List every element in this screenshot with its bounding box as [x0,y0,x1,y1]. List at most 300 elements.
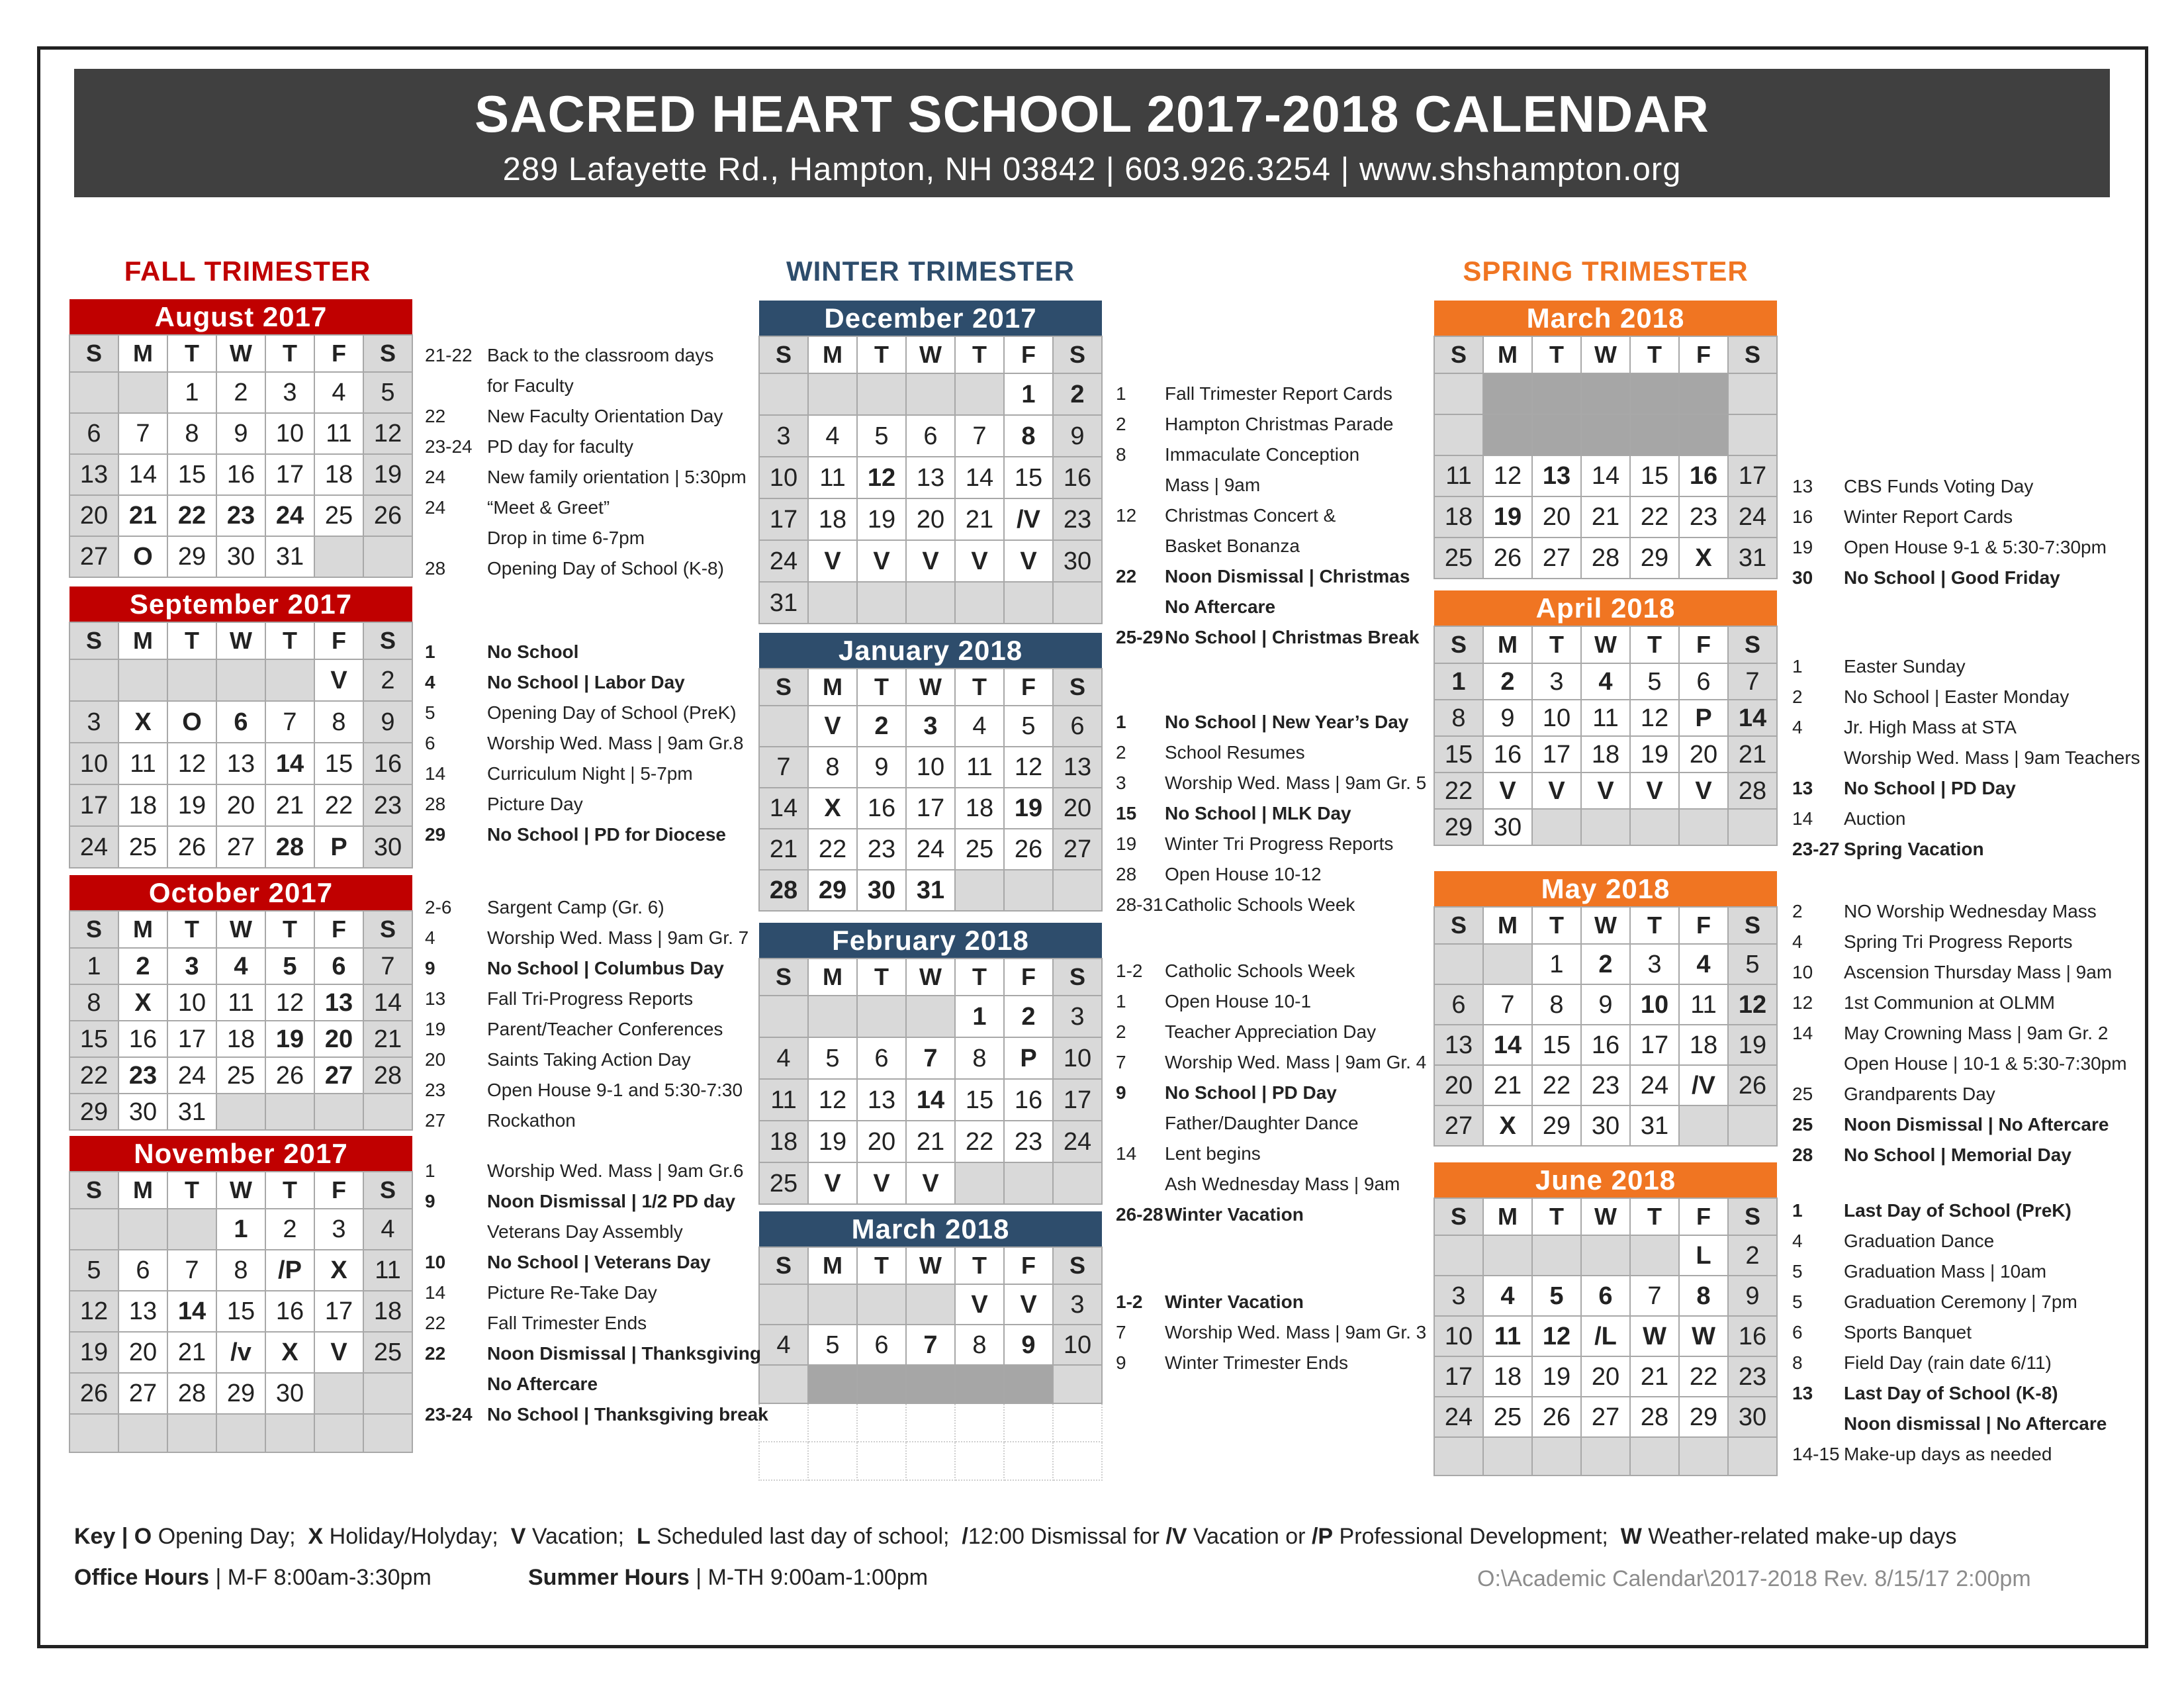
day-cell [1532,373,1581,414]
day-cell [955,582,1004,624]
day-cell: 20 [1053,788,1102,829]
day-cell [955,1162,1004,1204]
day-cell: /v [216,1332,265,1373]
event-date: 1 [425,1160,435,1181]
events-january [1116,707,1426,920]
event-date: 19 [1116,833,1137,854]
event-row [1116,1287,1426,1317]
month-title: November 2017 [69,1136,412,1172]
event-text: No School | Memorial Day [1844,1145,2071,1165]
day-cell: 20 [314,1021,363,1057]
calendar-august-2017 [69,299,413,578]
day-cell: 20 [1434,1065,1483,1105]
weekday-label: T [857,336,906,373]
day-cell: 24 [1630,1065,1679,1105]
day-cell: 9 [363,701,412,743]
day-cell: 16 [1053,457,1102,498]
winter-trimester-heading: WINTER TRIMESTER [786,256,1075,287]
weekday-label: M [118,1172,167,1209]
event-row [1116,1169,1426,1199]
day-cell: 26 [1004,829,1053,870]
event-date: 4 [425,672,435,692]
weekday-label: S [1728,626,1777,663]
event-row [425,759,743,789]
day-cell: 26 [1532,1397,1581,1437]
empty-cell [1581,1437,1630,1476]
events-june [1792,1196,2107,1470]
day-cell: 2 [216,372,265,413]
event-text: Open House 10-1 [1165,991,1312,1011]
weekday-label: M [118,911,167,948]
empty-cell [759,1442,808,1480]
empty-cell [1053,1365,1102,1403]
day-cell: 4 [759,1037,808,1079]
weekday-label: F [1679,626,1728,663]
day-cell: 30 [118,1094,167,1130]
weekday-label: T [1630,1198,1679,1235]
event-row [1792,1439,2107,1470]
day-cell: /P [265,1250,314,1291]
weekday-label: W [216,911,265,948]
weekday-label: W [1581,1198,1630,1235]
header-banner [74,69,2110,197]
day-cell: 12 [1728,984,1777,1025]
event-date: 28 [425,558,446,579]
event-row [1116,798,1426,829]
day-cell: 2 [1581,944,1630,984]
day-cell: 21 [1483,1065,1532,1105]
event-date [1116,1169,1165,1199]
day-cell: 19 [1004,788,1053,829]
day-cell [955,870,1004,911]
event-text: Winter Trimester Ends [1165,1352,1348,1373]
event-date: 7 [1116,1322,1126,1342]
weekday-label: W [216,622,265,659]
event-text: Noon Dismissal | No Aftercare [1844,1114,2109,1135]
day-cell: 3 [314,1209,363,1250]
calendar-january-2018 [758,633,1103,912]
day-cell: 21 [265,784,314,826]
event-date: 1-2 [1116,1291,1143,1312]
day-cell: X [314,1250,363,1291]
day-cell: 29 [1434,809,1483,845]
day-cell [216,659,265,701]
event-text: Last Day of School (K-8) [1844,1383,2058,1403]
day-cell [1434,1235,1483,1276]
event-row [425,637,743,667]
day-cell: X [118,984,167,1021]
event-date: 14 [1792,1023,1813,1043]
day-cell: 18 [363,1291,412,1332]
weekday-label: M [808,336,857,373]
day-cell [857,582,906,624]
day-cell: /L [1581,1316,1630,1356]
day-cell [857,1284,906,1325]
day-cell [1483,414,1532,455]
day-cell [1581,414,1630,455]
day-cell [1004,582,1053,624]
events-november [425,1156,768,1430]
day-cell: 11 [314,413,363,454]
empty-cell [1532,1437,1581,1476]
event-row [1116,707,1426,737]
event-row [1116,737,1426,768]
day-cell: 5 [69,1250,118,1291]
weekday-label: F [1004,959,1053,996]
day-cell: 6 [857,1325,906,1365]
event-row [1792,502,2107,532]
day-cell: 11 [1679,984,1728,1025]
event-row [1116,1017,1426,1047]
event-row [1792,1256,2107,1287]
event-text: No School | Labor Day [487,672,685,692]
event-text: Basket Bonanza [1165,536,1300,556]
day-cell: 2 [1728,1235,1777,1276]
day-cell: 15 [1532,1025,1581,1065]
day-cell: V [1532,773,1581,809]
event-text: No School [487,641,579,662]
day-cell: 31 [759,582,808,624]
day-cell: 25 [759,1162,808,1204]
empty-cell [857,1442,906,1480]
day-cell: 5 [808,1325,857,1365]
event-text: 1st Communion at OLMM [1844,992,2055,1013]
event-text: Worship Wed. Mass | 9am Gr.6 [487,1160,744,1181]
events-october [425,892,749,1136]
event-row [1116,379,1419,409]
day-cell [265,1094,314,1130]
legend-key: Key | O Opening Day; X Holiday/Holyday; V Vacation; L Scheduled last day of school; /12:00 Dismissal for /V Vacation or /P Professional Development; W Weather-related make-up days [74,1524,1957,1549]
day-cell: 20 [1532,496,1581,538]
day-cell: V [314,1332,363,1373]
weekday-label: T [1630,336,1679,373]
event-row [1116,1317,1426,1348]
day-cell [1581,1235,1630,1276]
event-row [1792,1079,2127,1109]
day-cell [1728,373,1777,414]
event-row [1792,1018,2127,1049]
weekday-label: M [118,335,167,372]
event-text: Noon Dismissal | Christmas [1165,566,1410,586]
day-cell: 20 [118,1332,167,1373]
day-cell: 22 [1630,496,1679,538]
event-date: 23 [425,1080,446,1100]
weekday-label: F [1679,1198,1728,1235]
day-cell: 29 [1630,538,1679,579]
day-cell: 23 [363,784,412,826]
day-cell [1434,944,1483,984]
event-row [1116,500,1419,531]
weekday-label: T [955,669,1004,706]
event-text: New family orientation | 5:30pm [487,467,747,487]
calendar-april-2018 [1433,590,1778,846]
event-row [1792,1109,2127,1140]
event-text: Back to the classroom days [487,345,714,365]
weekday-label: M [1483,336,1532,373]
event-date: 9 [425,958,435,978]
day-cell: 28 [1728,773,1777,809]
event-text: Open House 9-1 and 5:30-7:30 [487,1080,743,1100]
event-date: 14 [1116,1143,1137,1164]
event-row [1792,532,2107,563]
day-cell: 19 [69,1332,118,1373]
event-row [1116,829,1426,859]
day-cell: 1 [69,948,118,984]
weekday-label: S [1053,336,1102,373]
empty-cell [1434,1437,1483,1476]
weekday-label: T [167,335,216,372]
day-cell: 8 [955,1325,1004,1365]
day-cell: 9 [1581,984,1630,1025]
day-cell: 9 [857,747,906,788]
event-text: No Aftercare [487,1374,598,1394]
weekday-label: S [1434,626,1483,663]
day-cell: 23 [1581,1065,1630,1105]
event-text: Worship Wed. Mass | 9am Gr. 5 [1165,773,1427,793]
day-cell: 29 [1532,1105,1581,1146]
page-title: SACRED HEART SCHOOL 2017-2018 CALENDAR [475,85,1709,143]
event-row [1116,440,1419,470]
event-row [1116,859,1426,890]
event-text: Graduation Dance [1844,1231,1995,1251]
weekday-label: F [314,335,363,372]
event-date: 28 [1116,864,1137,884]
day-cell: 8 [808,747,857,788]
event-row [1792,1348,2107,1378]
day-cell [759,706,808,747]
weekday-label: W [906,1247,955,1284]
event-row [425,789,743,820]
day-cell: 23 [216,495,265,536]
event-text: Catholic Schools Week [1165,894,1355,915]
day-cell: 15 [1434,736,1483,773]
event-text: for Faculty [487,375,574,396]
event-text: No School | MLK Day [1165,803,1351,823]
event-text: Ascension Thursday Mass | 9am [1844,962,2113,982]
day-cell: 6 [1434,984,1483,1025]
day-cell [906,582,955,624]
event-text: Easter Sunday [1844,656,1966,677]
event-row [1116,470,1419,500]
month-title: October 2017 [69,875,412,911]
day-cell: V [808,706,857,747]
event-date [1116,592,1165,622]
day-cell: 15 [1004,457,1053,498]
event-text: No School | Easter Monday [1844,686,2070,707]
day-cell: 21 [1630,1356,1679,1397]
weekday-label: F [314,1172,363,1209]
revision-note: O:\Academic Calendar\2017-2018 Rev. 8/15/17 2:00pm [1477,1566,2031,1591]
empty-cell [1679,1437,1728,1476]
day-cell [906,1284,955,1325]
event-row [425,1217,768,1247]
event-date: 2 [1792,901,1803,921]
event-text: NO Worship Wednesday Mass [1844,901,2097,921]
key-dismissal-symbol: / [962,1524,968,1549]
event-date: 13 [425,988,446,1009]
event-row [425,698,743,728]
day-cell: 9 [216,413,265,454]
day-cell: 29 [216,1373,265,1414]
day-cell: 12 [857,457,906,498]
day-cell: 30 [363,826,412,868]
empty-cell [363,1414,412,1452]
day-cell: 8 [1679,1276,1728,1316]
day-cell [265,659,314,701]
event-row [1792,804,2140,834]
day-cell: 3 [1053,1284,1102,1325]
day-cell: 24 [69,826,118,868]
day-cell: 22 [1532,1065,1581,1105]
event-row [1792,927,2127,957]
day-cell: 31 [906,870,955,911]
day-cell: 11 [216,984,265,1021]
day-cell: 18 [1581,736,1630,773]
empty-cell [808,1442,857,1480]
day-cell: V [906,540,955,582]
weekday-label: F [1004,1247,1053,1284]
day-cell: 10 [1630,984,1679,1025]
event-date: 28-31 [1116,894,1163,915]
day-cell: 24 [759,540,808,582]
event-date: 9 [1116,1082,1126,1103]
day-cell: 6 [906,415,955,457]
day-cell: 3 [69,701,118,743]
event-text: Winter Vacation [1165,1291,1304,1312]
weekday-label: S [759,959,808,996]
day-cell: 14 [759,788,808,829]
day-cell: 24 [1053,1121,1102,1162]
event-date: 12 [1116,505,1137,526]
day-cell: 7 [759,747,808,788]
event-row [1792,1196,2107,1226]
day-cell: 11 [363,1250,412,1291]
day-cell: V [955,540,1004,582]
weekday-label: F [1679,336,1728,373]
day-cell [808,582,857,624]
day-cell [1728,809,1777,845]
event-row [425,953,749,984]
day-cell [808,996,857,1037]
weekday-label: S [759,1247,808,1284]
event-date: 13 [1792,476,1813,496]
day-cell: 15 [167,454,216,495]
day-cell: 27 [1434,1105,1483,1146]
day-cell: 10 [69,743,118,784]
day-cell: 13 [216,743,265,784]
day-cell: V [906,1162,955,1204]
calendar-december-2017 [758,301,1103,624]
day-cell: 19 [1630,736,1679,773]
event-date [1116,531,1165,561]
day-cell: 20 [69,495,118,536]
weekday-label: T [265,335,314,372]
day-cell: 1 [216,1209,265,1250]
day-cell: X [808,788,857,829]
day-cell: 28 [1630,1397,1679,1437]
event-row [1792,471,2107,502]
event-row [425,462,747,492]
event-text: Opening Day of School (K-8) [487,558,724,579]
day-cell: 30 [1053,540,1102,582]
weekday-label: S [1728,336,1777,373]
day-cell: 5 [363,372,412,413]
day-cell: 31 [265,536,314,577]
day-cell: 20 [857,1121,906,1162]
day-cell: V [1630,773,1679,809]
day-cell: 6 [1679,663,1728,700]
day-cell: 15 [314,743,363,784]
day-cell [759,373,808,415]
weekday-label: T [955,336,1004,373]
day-cell: 19 [857,498,906,540]
day-cell [1728,414,1777,455]
day-cell: V [808,540,857,582]
day-cell [363,536,412,577]
day-cell: 29 [69,1094,118,1130]
day-cell: 3 [906,706,955,747]
day-cell [216,1094,265,1130]
event-row [425,923,749,953]
weekday-label: M [1483,907,1532,944]
day-cell: 14 [1483,1025,1532,1065]
day-cell [69,659,118,701]
event-text: Parent/Teacher Conferences [487,1019,723,1039]
weekday-label: M [1483,1198,1532,1235]
day-cell: 19 [1483,496,1532,538]
events-september [425,637,743,850]
day-cell: 26 [69,1373,118,1414]
day-cell [69,1209,118,1250]
event-row [425,432,747,462]
event-text: No School | PD Day [1844,778,2016,798]
day-cell [955,373,1004,415]
event-row [425,1278,768,1308]
day-cell: V [955,1284,1004,1325]
day-cell: 7 [1630,1276,1679,1316]
day-cell [118,1209,167,1250]
event-date: 23-24 [425,436,473,457]
event-text: No School | Thanksgiving break [487,1404,768,1425]
day-cell: 4 [216,948,265,984]
day-cell: 17 [69,784,118,826]
event-date: 29 [425,824,446,845]
day-cell: 2 [857,706,906,747]
event-text: Worship Wed. Mass | 9am Gr. 3 [1165,1322,1427,1342]
day-cell: 10 [1434,1316,1483,1356]
weekday-label: S [69,1172,118,1209]
day-cell [808,373,857,415]
month-title: March 2018 [759,1211,1102,1247]
day-cell: 7 [1483,984,1532,1025]
event-row [1116,890,1426,920]
event-text: “Meet & Greet” [487,497,610,518]
event-text: No School | PD Day [1165,1082,1337,1103]
day-cell: 23 [1728,1356,1777,1397]
day-cell: L [1679,1235,1728,1276]
day-cell: 23 [857,829,906,870]
event-date: 23-27 [1792,839,1840,859]
event-text: Catholic Schools Week [1165,961,1355,981]
day-cell: 11 [1581,700,1630,736]
day-cell: 2 [1483,663,1532,700]
day-cell: 25 [314,495,363,536]
event-date: 12 [1792,992,1813,1013]
day-cell: 13 [1053,747,1102,788]
empty-cell [167,1414,216,1452]
key-vacation-symbol: V [510,1524,526,1549]
weekday-label: M [808,1247,857,1284]
